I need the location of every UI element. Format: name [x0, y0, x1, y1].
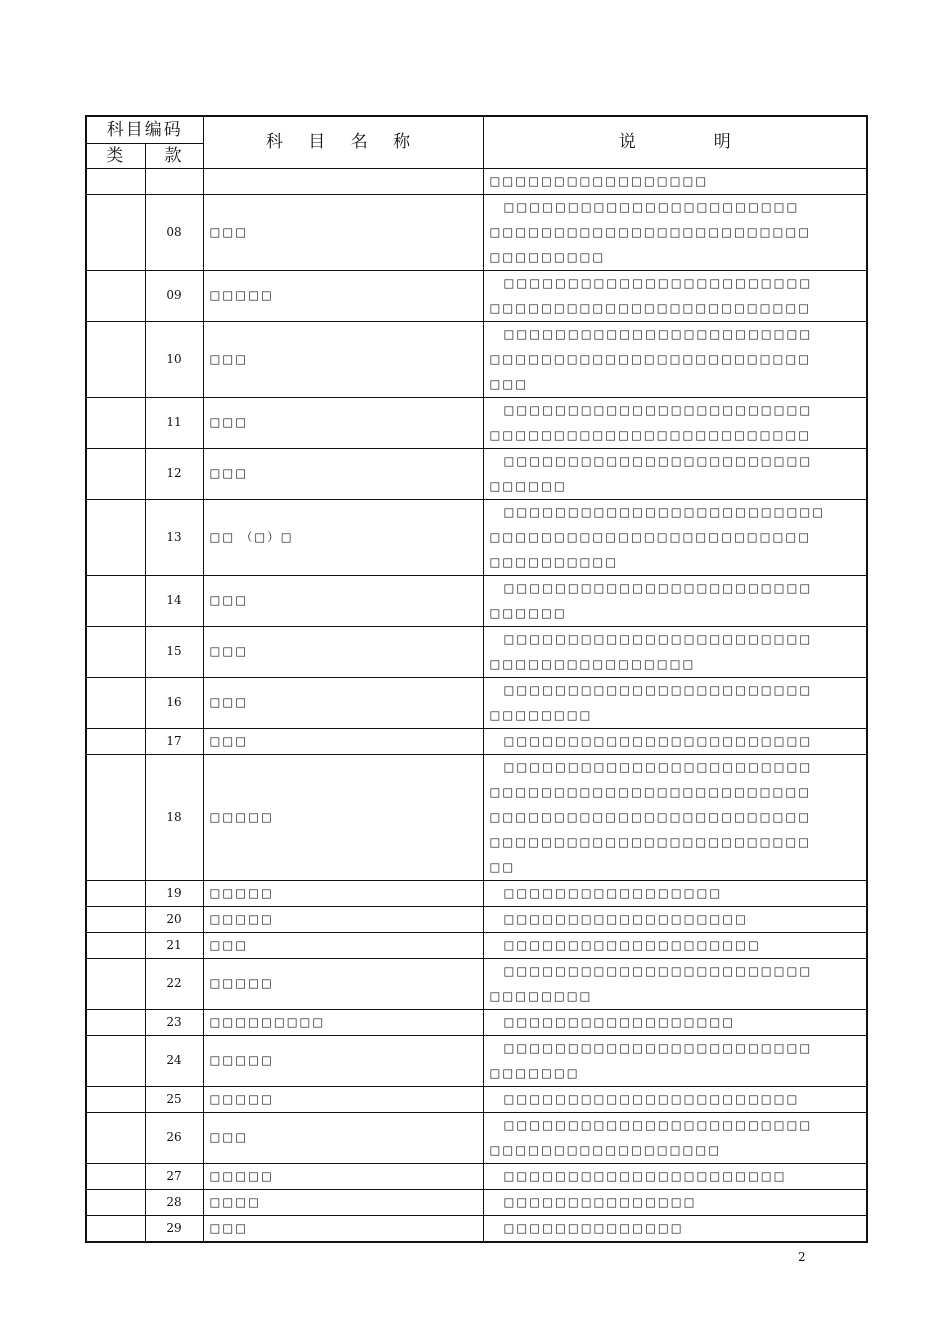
description-header-left: 说	[618, 131, 636, 152]
description-line: □□□□□□□□□□□□□□□□□□□	[503, 911, 748, 926]
description-line: □□□□□□□	[489, 1065, 580, 1080]
subject-name-cell: □□□	[203, 448, 483, 499]
description-cell	[483, 677, 867, 728]
description-cell	[483, 397, 867, 448]
subject-name-cell: □□□□□	[203, 958, 483, 1009]
section-code-cell: 15	[145, 626, 203, 677]
subject-name-cell: □□ （□）□	[203, 499, 483, 575]
description-line: □□□□□□□□□□	[489, 554, 619, 569]
section-code-cell: 19	[145, 880, 203, 906]
subject-name-cell: □□□	[203, 728, 483, 754]
class-cell	[86, 1035, 145, 1086]
table-row	[86, 1189, 867, 1215]
subject-name-cell: □□□	[203, 575, 483, 626]
section-code-cell: 24	[145, 1035, 203, 1086]
description-line: □□□□□□□□□□□□□□□□□□□□□□□□	[503, 1040, 813, 1055]
table-row	[86, 880, 867, 906]
description-cell	[483, 194, 867, 270]
class-cell	[86, 880, 145, 906]
table-row	[86, 677, 867, 728]
description-line: □□□□□□□□□□□□□□□□□□□□□□□	[503, 1091, 800, 1106]
section-code-cell: 20	[145, 906, 203, 932]
class-cell	[86, 1086, 145, 1112]
description-line: □□□□□□□□□□□□□□□□□	[489, 173, 709, 188]
description-line: □□□□□□□□□□□□□□□□□□□□□□□□□	[489, 834, 812, 849]
subject-name-cell: □□□□□	[203, 906, 483, 932]
description-line: □□□□□□□□□□□□□□□□□□□□□□□□	[503, 275, 813, 290]
section-code-cell: 10	[145, 321, 203, 397]
description-line: □□□	[489, 376, 529, 391]
class-cell	[86, 499, 145, 575]
table-row	[86, 906, 867, 932]
class-cell	[86, 168, 145, 194]
class-cell	[86, 575, 145, 626]
table-row	[86, 1163, 867, 1189]
description-line: □□□□□□□□□□□□□□□□□□□□□□□□	[503, 402, 813, 417]
class-cell	[86, 270, 145, 321]
class-cell	[86, 1009, 145, 1035]
description-cell	[483, 1035, 867, 1086]
subject-name-cell: □□□□□	[203, 1086, 483, 1112]
section-code-cell: 11	[145, 397, 203, 448]
table-row	[86, 168, 867, 194]
table-row	[86, 1035, 867, 1086]
section-code-cell: 26	[145, 1112, 203, 1163]
subject-name-cell: □□□	[203, 1112, 483, 1163]
class-cell	[86, 321, 145, 397]
subject-name-cell: □□□	[203, 677, 483, 728]
description-cell	[483, 1163, 867, 1189]
description-header	[483, 116, 867, 168]
section-code-cell: 12	[145, 448, 203, 499]
section-code-cell: 16	[145, 677, 203, 728]
description-line: □□□□□□□□□□□□□□□	[503, 1194, 697, 1209]
page-number: 2	[798, 1250, 806, 1264]
description-cell	[483, 906, 867, 932]
description-line: □□□□□□□□□□□□□□□□□□□□□□□	[503, 199, 800, 214]
subject-name-cell: □□□□□	[203, 270, 483, 321]
description-cell	[483, 270, 867, 321]
description-line: □□□□□□□□□□□□□□□□□□	[489, 1142, 722, 1157]
description-line: □□□□□□□□□□□□□□□□□□□□□□□□	[503, 759, 813, 774]
table-row	[86, 626, 867, 677]
code-group-header: 科目编码	[86, 116, 203, 143]
subject-name-cell	[203, 168, 483, 194]
description-line: □□□□□□□□□□□□□□□□□□□□□□□□	[503, 453, 813, 468]
section-code-cell: 13	[145, 499, 203, 575]
description-line: □□□□□□□□□□□□□□□□□□□□□□□□	[503, 326, 813, 341]
table-row	[86, 728, 867, 754]
table-row	[86, 958, 867, 1009]
subject-name-cell: □□□□□	[203, 754, 483, 880]
section-code-cell: 27	[145, 1163, 203, 1189]
description-cell	[483, 321, 867, 397]
section-code-cell: 08	[145, 194, 203, 270]
class-cell	[86, 1215, 145, 1242]
description-line: □□□□□□□□□□□□□□□□□□□□□□□□□	[503, 504, 826, 519]
class-cell	[86, 958, 145, 1009]
table-row	[86, 194, 867, 270]
description-line: □□□□□□□□□□□□□□□□□□□□□□□□	[503, 631, 813, 646]
section-code-cell	[145, 168, 203, 194]
class-cell	[86, 906, 145, 932]
description-line: □□□□□□□□□□□□□□□□□□□□□□	[503, 1168, 787, 1183]
description-cell	[483, 1112, 867, 1163]
class-cell	[86, 1112, 145, 1163]
subject-name-cell: □□□□□	[203, 1163, 483, 1189]
subject-name-cell: □□□□□	[203, 880, 483, 906]
description-line: □□□□□□□□□□□□□□□□□□□□□□□□	[503, 580, 813, 595]
table-row	[86, 575, 867, 626]
class-cell	[86, 448, 145, 499]
table-row	[86, 1112, 867, 1163]
section-code-cell: 09	[145, 270, 203, 321]
description-line: □□□□□□□□□□□□□□□□□□□□□□□□	[503, 1117, 813, 1132]
description-line: □□□□□□	[489, 478, 567, 493]
table-body	[86, 168, 867, 1242]
section-code-cell: 28	[145, 1189, 203, 1215]
class-header: 类	[86, 143, 145, 168]
section-code-cell: 25	[145, 1086, 203, 1112]
description-line: □□□□□□□□	[489, 707, 593, 722]
class-cell	[86, 397, 145, 448]
section-code-cell: 21	[145, 932, 203, 958]
section-code-cell: 23	[145, 1009, 203, 1035]
description-line: □□□□□□□□□□□□□□	[503, 1220, 684, 1235]
subject-name-cell: □□□	[203, 194, 483, 270]
section-code-cell: 14	[145, 575, 203, 626]
subject-name-cell: □□□	[203, 932, 483, 958]
class-cell	[86, 194, 145, 270]
table-row	[86, 1009, 867, 1035]
description-cell	[483, 1215, 867, 1242]
section-code-cell: 17	[145, 728, 203, 754]
description-cell	[483, 499, 867, 575]
description-line: □□□□□□□□□□□□□□□□□□□□□□□□	[503, 733, 813, 748]
description-line: □□□□□□□□□□□□□□□□□□□□□□□□□	[489, 300, 812, 315]
description-cell	[483, 932, 867, 958]
table-right-rule	[867, 115, 868, 1225]
subject-name-cell: □□□□□	[203, 1035, 483, 1086]
description-line: □□□□□□□□□□□□□□□□□□□□□□□□	[503, 682, 813, 697]
table-row	[86, 932, 867, 958]
class-cell	[86, 728, 145, 754]
subject-name-cell: □□□	[203, 397, 483, 448]
description-header-right: 明	[713, 131, 731, 152]
subject-name-cell: □□□	[203, 626, 483, 677]
description-line: □□□□□□□□□	[489, 249, 606, 264]
description-line: □□□□□□□□□□□□□□□□	[489, 656, 696, 671]
description-cell	[483, 754, 867, 880]
description-cell	[483, 880, 867, 906]
subject-code-table	[85, 115, 868, 1243]
table-row	[86, 397, 867, 448]
description-line: □□□□□□□□□□□□□□□□□□□□□□□□□	[489, 427, 812, 442]
description-cell	[483, 168, 867, 194]
class-cell	[86, 677, 145, 728]
description-line: □□□□□□□□□□□□□□□□□□	[503, 1014, 736, 1029]
section-header: 款	[145, 143, 203, 168]
table-row	[86, 321, 867, 397]
description-line: □□□□□□□□□□□□□□□□□□□□□□□□□	[489, 224, 812, 239]
subject-name-cell: □□□	[203, 1215, 483, 1242]
description-line: □□□□□□□□□□□□□□□□□□□□□□□□□	[489, 784, 812, 799]
table-row	[86, 1086, 867, 1112]
class-cell	[86, 1163, 145, 1189]
subject-name-header: 科 目 名 称	[203, 116, 483, 168]
table-row	[86, 499, 867, 575]
class-cell	[86, 1189, 145, 1215]
description-cell	[483, 448, 867, 499]
class-cell	[86, 754, 145, 880]
subject-name-cell: □□□□□□□□□	[203, 1009, 483, 1035]
section-code-cell: 22	[145, 958, 203, 1009]
table-row	[86, 754, 867, 880]
description-line: □□□□□□	[489, 605, 567, 620]
description-cell	[483, 958, 867, 1009]
subject-name-cell: □□□□	[203, 1189, 483, 1215]
description-line: □□□□□□□□□□□□□□□□□□□□□□□□	[503, 963, 813, 978]
section-code-cell: 29	[145, 1215, 203, 1242]
header-row-top	[86, 116, 867, 143]
description-cell	[483, 1086, 867, 1112]
description-line: □□□□□□□□□□□□□□□□□□□□□□□□□	[489, 529, 812, 544]
description-line: □□□□□□□□□□□□□□□□□□□□□□□□□	[489, 351, 812, 366]
table-row	[86, 448, 867, 499]
class-cell	[86, 932, 145, 958]
description-cell	[483, 1009, 867, 1035]
subject-name-cell: □□□	[203, 321, 483, 397]
description-line: □□□□□□□□□□□□□□□□□□□□□□□□□	[489, 809, 812, 824]
description-line: □□□□□□□□□□□□□□□□□	[503, 885, 723, 900]
table-row	[86, 1215, 867, 1242]
table-row	[86, 270, 867, 321]
description-line: □□	[489, 859, 516, 874]
description-line: □□□□□□□□	[489, 988, 593, 1003]
description-cell	[483, 626, 867, 677]
description-line: □□□□□□□□□□□□□□□□□□□□	[503, 937, 761, 952]
description-cell	[483, 1189, 867, 1215]
class-cell	[86, 626, 145, 677]
section-code-cell: 18	[145, 754, 203, 880]
description-cell	[483, 575, 867, 626]
description-cell	[483, 728, 867, 754]
